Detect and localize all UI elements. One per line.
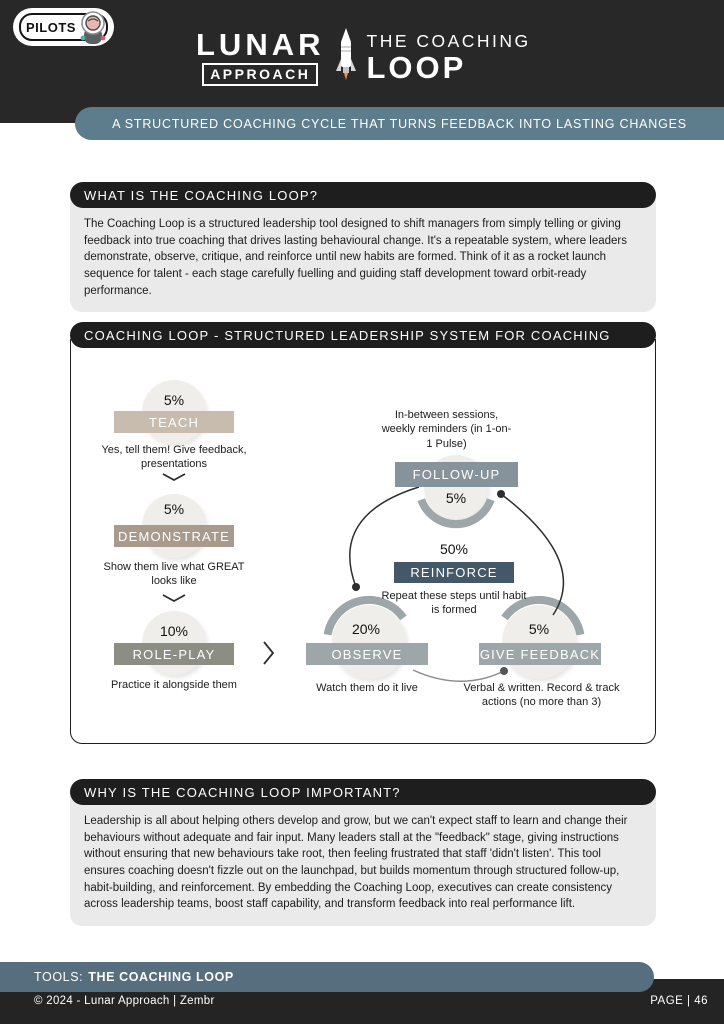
tools-bar-value: THE COACHING LOOP <box>88 970 234 984</box>
reinforce-caption: Repeat these steps until habit is formed <box>381 590 527 617</box>
brand-line1: LUNAR <box>196 27 325 63</box>
what-section <box>70 182 656 312</box>
pilots-badge <box>13 8 114 46</box>
followup-label: FOLLOW-UP <box>395 462 518 487</box>
roleplay-percent: 10% <box>159 623 189 639</box>
tools-bar-label: TOOLS: <box>34 970 84 984</box>
brand-logo <box>196 27 531 88</box>
why-section-body: Leadership is all about helping others develop and grow, but we can't expect staff to learn and change their behaviours without adequate and fair input. Many leaders stall at the "feedback" stage, giving instructions without ensuring that new behaviours take root, then feeling frustrated that staff 'didn't listen'. This tool ensures coaching doesn't fizzle out on the launchpad, but builds momentum through structured follow-up, habit-building, and reinforcement. By embedding the Coaching Loop, executives can create consistency across leadership teams, boost staff capability, and transform feedback into real performance lift. <box>70 796 656 926</box>
page-title <box>367 31 531 85</box>
copyright-text: © 2024 - Lunar Approach | Zembr <box>34 995 215 1007</box>
rocket-icon <box>334 27 358 88</box>
brand-line2: APPROACH <box>202 63 318 86</box>
givefeedback-label: GIVE FEEDBACK <box>479 643 601 665</box>
chevron-down-icon <box>161 590 187 608</box>
reinforce-label: REINFORCE <box>394 562 514 583</box>
subtitle-banner: A STRUCTURED COACHING CYCLE THAT TURNS FEEDBACK INTO LASTING CHANGES <box>75 107 724 140</box>
teach-label: TEACH <box>114 411 234 433</box>
roleplay-caption: Practice it alongside them <box>111 679 237 691</box>
roleplay-label: ROLE-PLAY <box>114 643 234 665</box>
observe-label: OBSERVE <box>306 643 428 665</box>
page-header <box>0 0 724 123</box>
reinforce-percent: 50% <box>439 541 469 557</box>
page-title-line2: LOOP <box>366 49 467 85</box>
lunar-approach-wordmark <box>196 29 325 86</box>
teach-caption: Yes, tell them! Give feedback, presentations <box>101 444 247 471</box>
coaching-loop-section-title: COACHING LOOP - STRUCTURED LEADERSHIP SYSTEM FOR COACHING <box>70 322 656 348</box>
tools-bar <box>0 962 654 992</box>
coaching-loop-diagram <box>70 339 656 744</box>
followup-percent: 5% <box>445 490 467 506</box>
demonstrate-label: DEMONSTRATE <box>114 525 234 547</box>
givefeedback-percent: 5% <box>528 621 550 637</box>
why-section <box>70 779 656 926</box>
givefeedback-caption: Verbal & written. Record & track actions (no more than 3) <box>463 682 620 709</box>
coaching-loop-section <box>70 322 656 744</box>
observe-caption: Watch them do it live <box>316 682 418 694</box>
followup-note: In-between sessions, weekly reminders (in 1-on-1 Pulse) <box>381 409 512 450</box>
observe-percent: 20% <box>351 621 381 637</box>
demonstrate-caption: Show them live what GREAT looks like <box>103 561 245 588</box>
what-section-title: WHAT IS THE COACHING LOOP? <box>70 182 656 208</box>
teach-percent: 5% <box>163 392 185 408</box>
page-title-line1: THE COACHING <box>366 30 531 51</box>
pilots-badge-label: PILOTS <box>26 19 76 35</box>
demonstrate-percent: 5% <box>163 501 185 517</box>
why-section-title: WHY IS THE COACHING LOOP IMPORTANT? <box>70 779 656 805</box>
chevron-right-icon <box>262 640 276 671</box>
page-number: PAGE | 46 <box>650 995 708 1007</box>
astronaut-icon <box>76 10 110 51</box>
chevron-down-icon <box>161 469 187 487</box>
what-section-body: The Coaching Loop is a structured leadership tool designed to shift managers from simply telling or giving feedback into true coaching that drives lasting behavioural change. It's a repeatable system, where leaders demonstrate, observe, critique, and reinforce until new habits are formed. Think of it as a rocket launch sequence for talent - each stage carefully fuelling and guiding staff development toward orbit-ready performance. <box>70 199 656 312</box>
